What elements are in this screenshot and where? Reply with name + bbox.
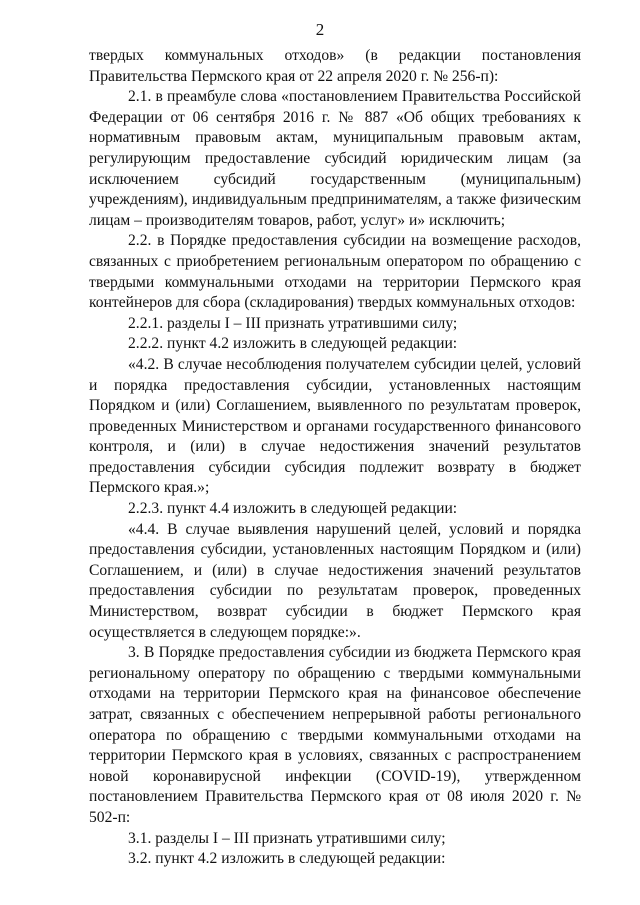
paragraph-2-2-1: 2.2.1. разделы I – III признать утратившими силу;: [128, 314, 458, 332]
paragraph-2-2: 2.2. в Порядке предоставления субсидии на возмещение расходов, связанных с приобретением региональным оператором по обращению с твердыми коммунальными отходами на территории Пермского края контейнеров для сбора (складирования) твердых коммунальных отходов:: [89, 232, 581, 312]
paragraph-3-1: 3.1. разделы I – III признать утратившими силу;: [128, 829, 446, 847]
paragraph-2-2-2: 2.2.2. пункт 4.2 изложить в следующей редакции:: [128, 335, 458, 353]
paragraph-3: 3. В Порядке предоставления субсидии из бюджета Пермского края региональному оператору по обращению с твердыми коммунальными отходами на территории Пермского края на финансовое обеспечение затрат, связанных с обеспечением непрерывной работы регионального оператора по обращению с твердыми коммунальными отходами на территории Пермского края в условиях, связанных с распространением новой коронавирусной инфекции (COVID-19), утвержденном постановлением Правительства Пермского края от 08 июля 2020 г. № 502-п:: [89, 644, 581, 826]
paragraph-2-2-3: 2.2.3. пункт 4.4 изложить в следующей редакции:: [128, 500, 458, 518]
paragraph-quote-4-4: «4.4. В случае выявления нарушений целей, условий и порядка предоставления субсидии, установленных настоящим Порядком и (или) Соглашением, и (или) в случае недостижения значений результатов предоставления субсидии по результатам проверок, проведенных Министерством, возврат субсидии в бюджет Пермского края осуществляется в следующем порядке:».: [89, 520, 581, 641]
document-body: [89, 46, 581, 870]
paragraph-3-2: 3.2. пункт 4.2 изложить в следующей редакции:: [128, 850, 446, 868]
paragraph-2-1: 2.1. в преамбуле слова «постановлением Правительства Российской Федерации от 06 сентября 2016 г. № 887 «Об общих требованиях к нормативным правовым актам, муниципальным правовым актам, регулирующим предоставление субсидий юридическим лицам (за исключением субсидий государственным (муниципальным) учреждениям), индивидуальным предпринимателям, а также физическим лицам – производителям товаров, работ, услуг» и» исключить;: [89, 88, 581, 229]
paragraph-continuation: твердых коммунальных отходов» (в редакции постановления Правительства Пермского края от 22 апреля 2020 г. № 256-п):: [89, 47, 581, 85]
paragraph-quote-4-2: «4.2. В случае несоблюдения получателем субсидии целей, условий и порядка предоставления субсидии, установленных настоящим Порядком и (или) Соглашением, выявленного по результатам проверок, проведенных Министерством и органами государственного финансового контроля, и (или) в случае недостижения значений результатов предоставления субсидии субсидия подлежит возврату в бюджет Пермского края.»;: [89, 355, 581, 497]
page-number: 2: [315, 20, 325, 39]
